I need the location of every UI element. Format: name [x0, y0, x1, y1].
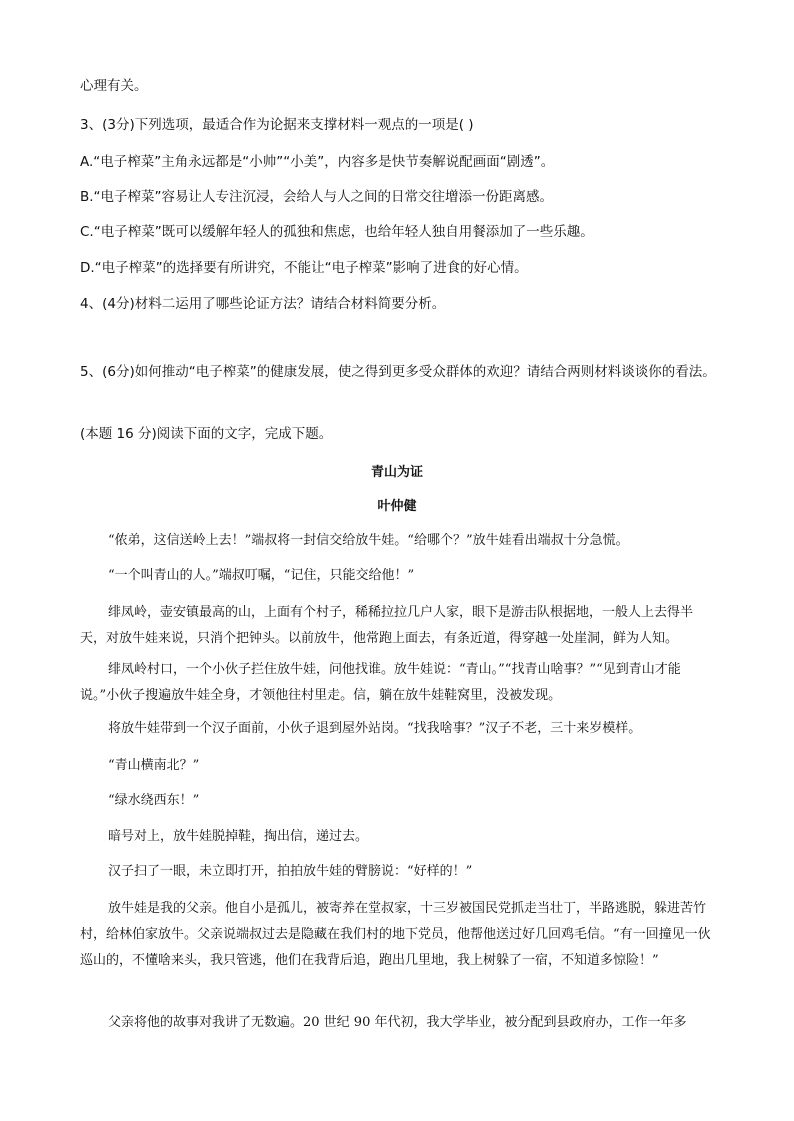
- option-d: D.“电子榨菜”的选择要有所讲究，不能让“电子榨菜”影响了进食的好心情。: [80, 260, 528, 276]
- paragraph: “一个叫青山的人。”端叔叮嘱，“记住，只能交给他！”: [108, 568, 415, 583]
- reading-intro: (本题 16 分)阅读下面的文字，完成下题。: [80, 426, 333, 442]
- paragraph: 绯凤岭村口，一个小伙子拦住放牛娃，问他找谁。放牛娃说：“青山。”“找青山啥事？”“见到青山才能说。”小伙子搜遍放牛娃全身，才领他往村里走。信，躺在放牛娃鞋窝里，没被发现。: [80, 662, 681, 703]
- paragraph: 暗号对上，放牛娃脱掉鞋，掏出信，递过去。: [108, 829, 369, 844]
- article-author: 叶仲健: [377, 499, 417, 514]
- paragraph: 放牛娃是我的父亲。他自小是孤儿，被寄养在堂叔家，十三岁被国民党抓走当壮丁，半路逃脱，躲进苦竹村，给林伯家放牛。父亲说端叔过去是隐藏在我们村的地下党员，他帮他送过好几回鸡毛信。“有一回撞见一伙巡山的，不懂啥来头，我只管逃，他们在我背后追，跑出几里地，我上树躲了一宿，不知道多惊险！”: [80, 901, 711, 968]
- paragraph: 汉子扫了一眼，未立即打开，拍拍放牛娃的臂膀说：“好样的！”: [108, 864, 473, 879]
- paragraph: 父亲将他的故事对我讲了无数遍。20 世纪 90 年代初，我大学毕业，被分配到县政府办，工作一年多: [108, 1015, 687, 1030]
- option-a: A.“电子榨菜”主角永远都是“小帅”“小美”，内容多是快节奏解说配画面“剧透”。: [80, 154, 555, 170]
- question-5: 5、(6分)如何推动“电子榨菜”的健康发展，使之得到更多受众群体的欢迎？请结合两则材料谈谈你的看法。: [80, 364, 716, 380]
- paragraph: “绿水绕西东！”: [108, 793, 200, 808]
- text-line: 心理有关。: [80, 78, 148, 94]
- paragraph: “侬弟，这信送岭上去！”端叔将一封信交给放牛娃。“给哪个？”放牛娃看出端叔十分急慌。: [108, 533, 629, 548]
- option-b: B.“电子榨菜”容易让人专注沉浸，会给人与人之间的日常交往增添一份距离感。: [80, 189, 554, 205]
- paragraph: 绯凤岭，壶安镇最高的山，上面有个村子，稀稀拉拉几户人家，眼下是游击队根据地，一般人上去得半天，对放牛娃来说，只消个把钟头。以前放牛，他常跑上面去，有条近道，得穿越一处崖洞，鲜为人知。: [80, 605, 694, 646]
- paragraph: 将放牛娃带到一个汉子面前，小伙子退到屋外站岗。“找我啥事？”汉子不老，三十来岁模样。: [108, 721, 642, 736]
- article-title: 青山为证: [370, 465, 423, 480]
- question-4: 4、(4分)材料二运用了哪些论证方法？请结合材料简要分析。: [80, 296, 446, 312]
- option-c: C.“电子榨菜”既可以缓解年轻人的孤独和焦虑，也给年轻人独自用餐添加了一些乐趣。: [80, 224, 594, 240]
- paragraph: “青山横南北？”: [108, 758, 200, 773]
- question-3: 3、(3分)下列选项，最适合作为论据来支撑材料一观点的一项是( ): [80, 117, 474, 133]
